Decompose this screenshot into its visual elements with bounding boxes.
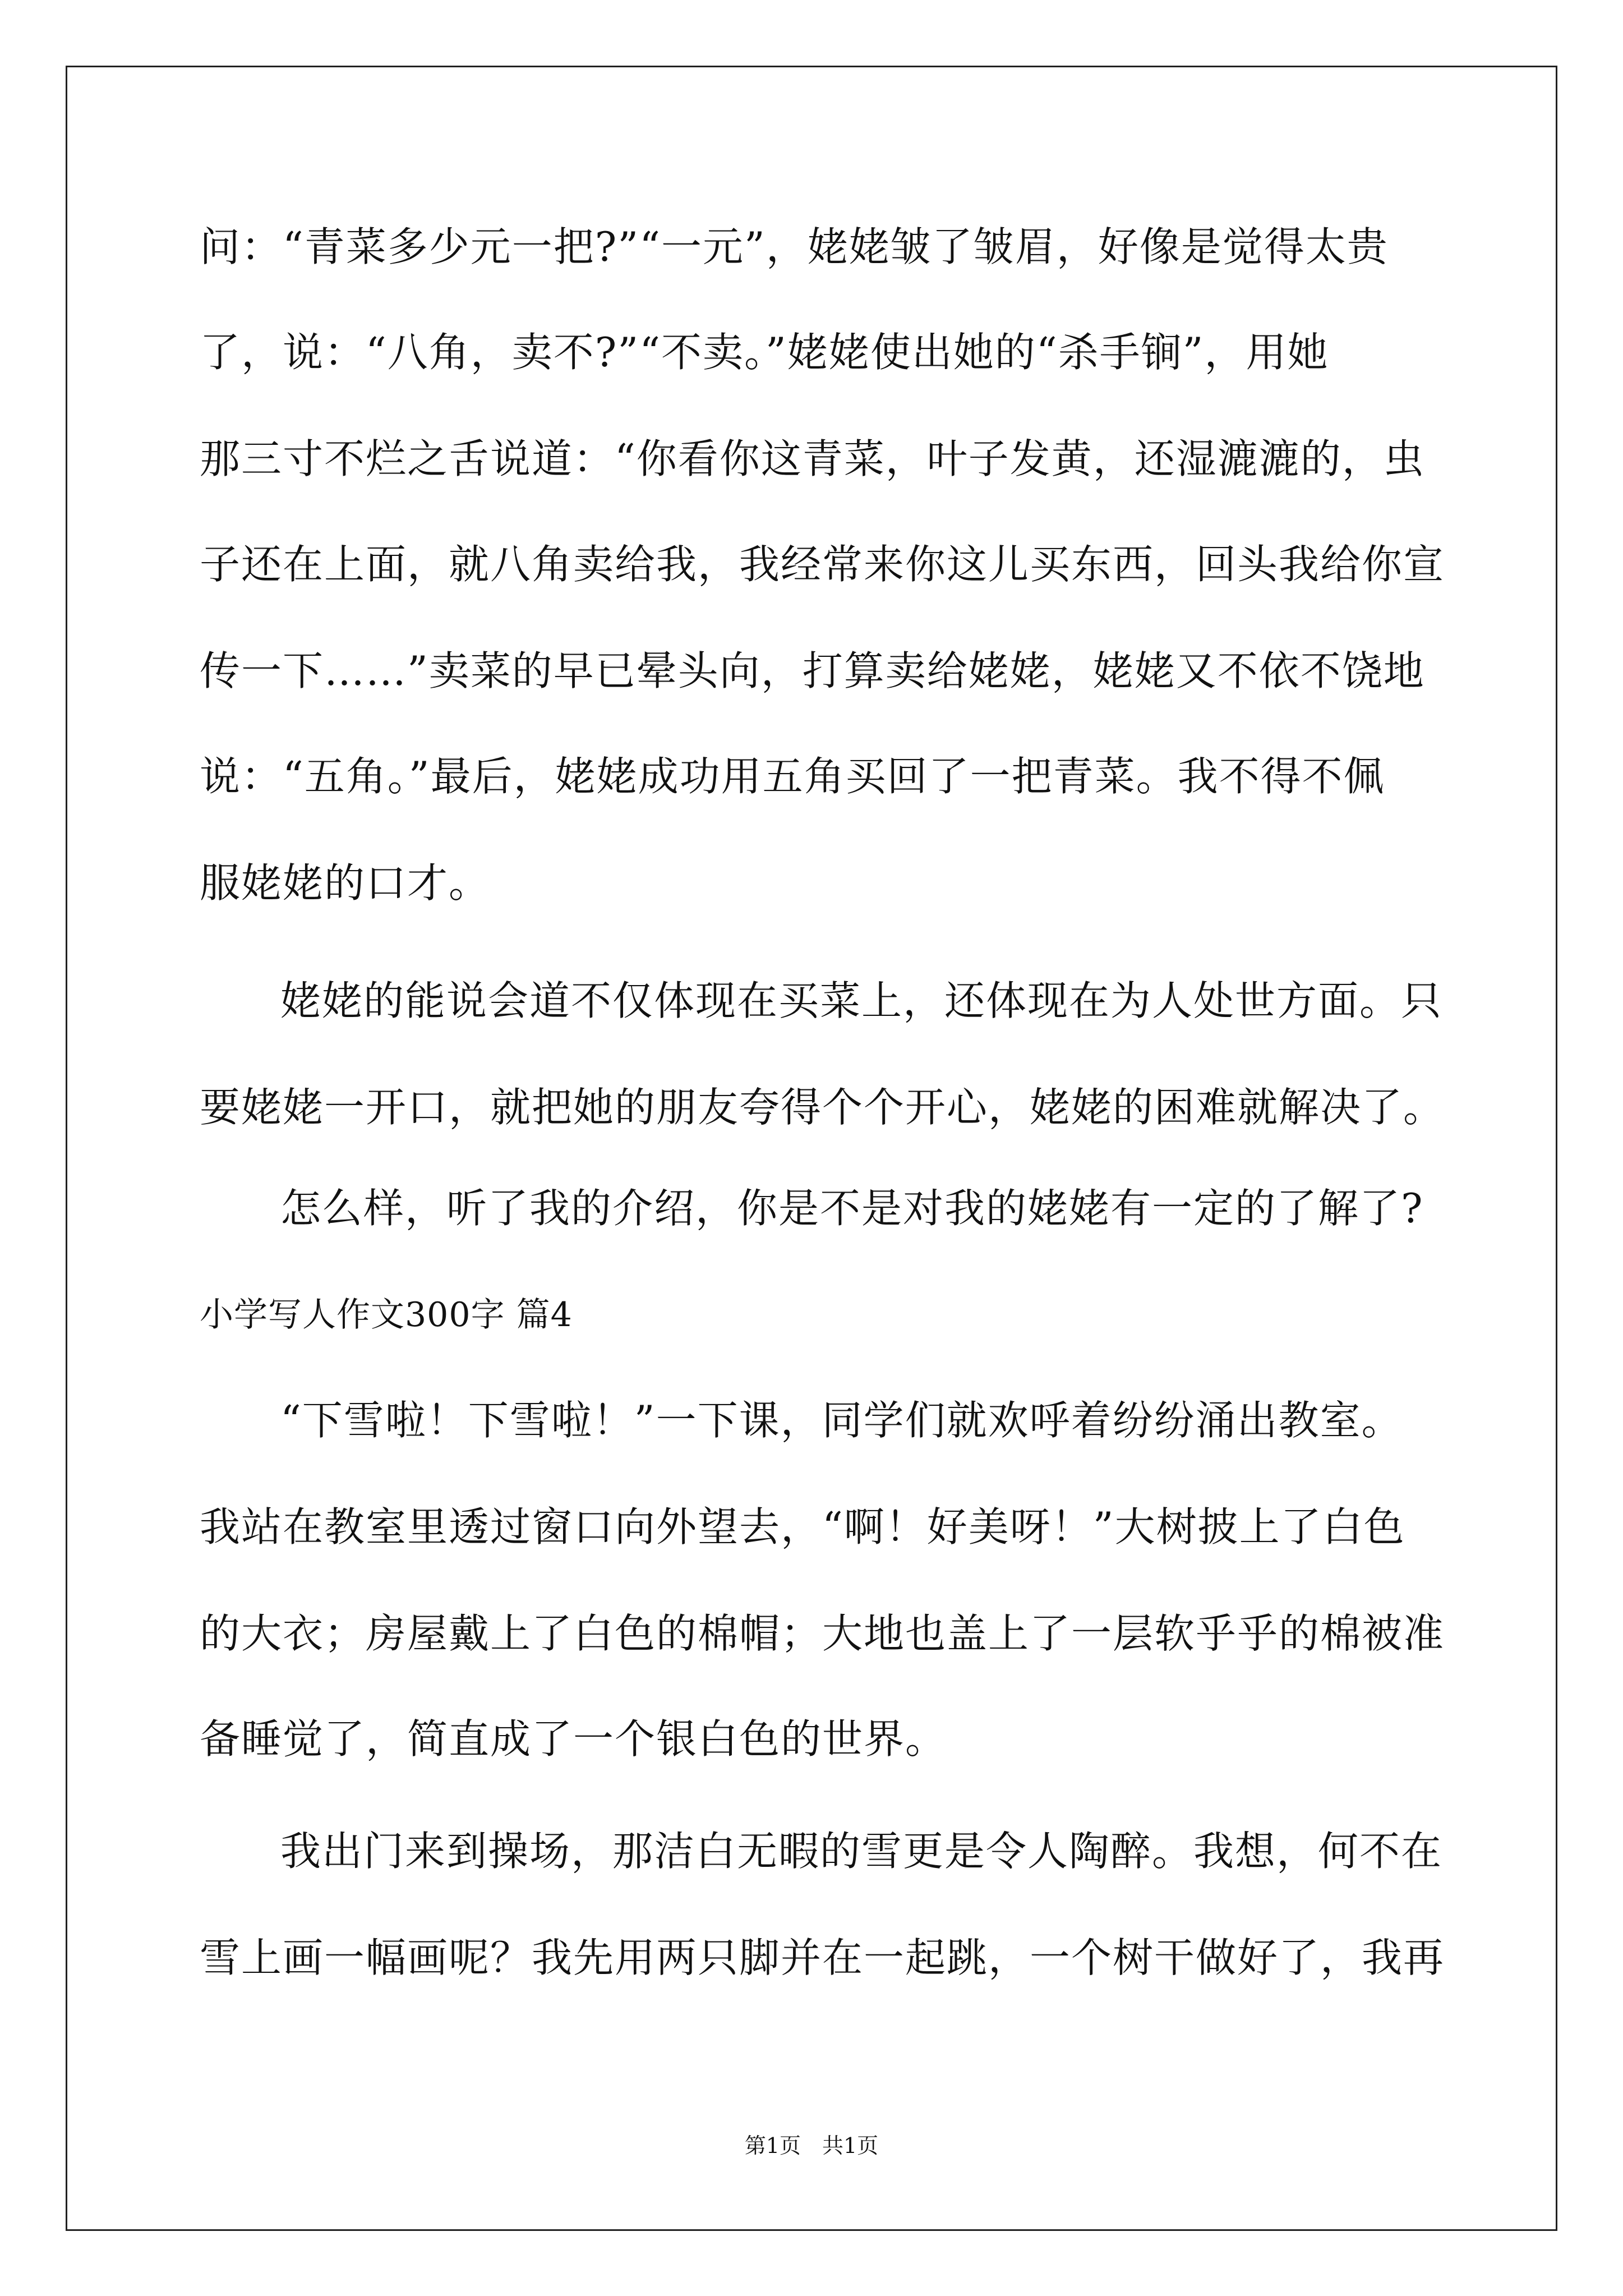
- text-line-17: 雪上画一幅画呢？我先用两只脚并在一起跳，一个树干做好了，我再: [200, 1934, 1445, 1981]
- text-line-16: 我出门来到操场，那洁白无暇的雪更是令人陶醉。我想，何不在: [280, 1828, 1443, 1875]
- page-border: [66, 66, 1557, 2231]
- text-line-1: 问：“青菜多少元一把?”“一元”，姥姥皱了皱眉，好像是觉得太贵: [200, 223, 1389, 270]
- text-line-2: 了，说：“八角，卖不?”“不卖。”姥姥使出她的“杀手锏”，用她: [200, 329, 1329, 376]
- text-line-12: “下雪啦！下雪啦！”一下课，同学们就欢呼着纷纷涌出教室。: [280, 1397, 1403, 1444]
- text-line-15: 备睡觉了，简直成了一个银白色的世界。: [200, 1715, 947, 1763]
- text-line-6: 说：“五角。”最后，姥姥成功用五角买回了一把青菜。我不得不佩: [200, 753, 1385, 800]
- text-line-7: 服姥姥的口才。: [200, 859, 491, 907]
- text-line-14: 的大衣；房屋戴上了白色的棉帽；大地也盖上了一层软乎乎的棉被准: [200, 1610, 1445, 1657]
- page-footer: 第1页 共1页: [744, 2133, 879, 2158]
- text-line-8: 姥姥的能说会道不仅体现在买菜上，还体现在为人处世方面。只: [280, 977, 1443, 1024]
- section-heading: 小学写人作文300字 篇4: [200, 1295, 573, 1335]
- text-line-13: 我站在教室里透过窗口向外望去，“啊！好美呀！”大树披上了白色: [200, 1503, 1405, 1550]
- text-line-3: 那三寸不烂之舌说道：“你看你这青菜，叶子发黄，还湿漉漉的，虫: [200, 435, 1425, 482]
- text-line-5: 传一下……”卖菜的早已晕头向，打算卖给姥姥，姥姥又不依不饶地: [200, 647, 1425, 694]
- text-line-9: 要姥姥一开口，就把她的朋友夸得个个开心，姥姥的困难就解决了。: [200, 1084, 1445, 1131]
- text-line-10: 怎么样，听了我的介绍，你是不是对我的姥姥有一定的了解了?: [280, 1185, 1424, 1232]
- text-line-4: 子还在上面，就八角卖给我，我经常来你这儿买东西，回头我给你宣: [200, 541, 1445, 588]
